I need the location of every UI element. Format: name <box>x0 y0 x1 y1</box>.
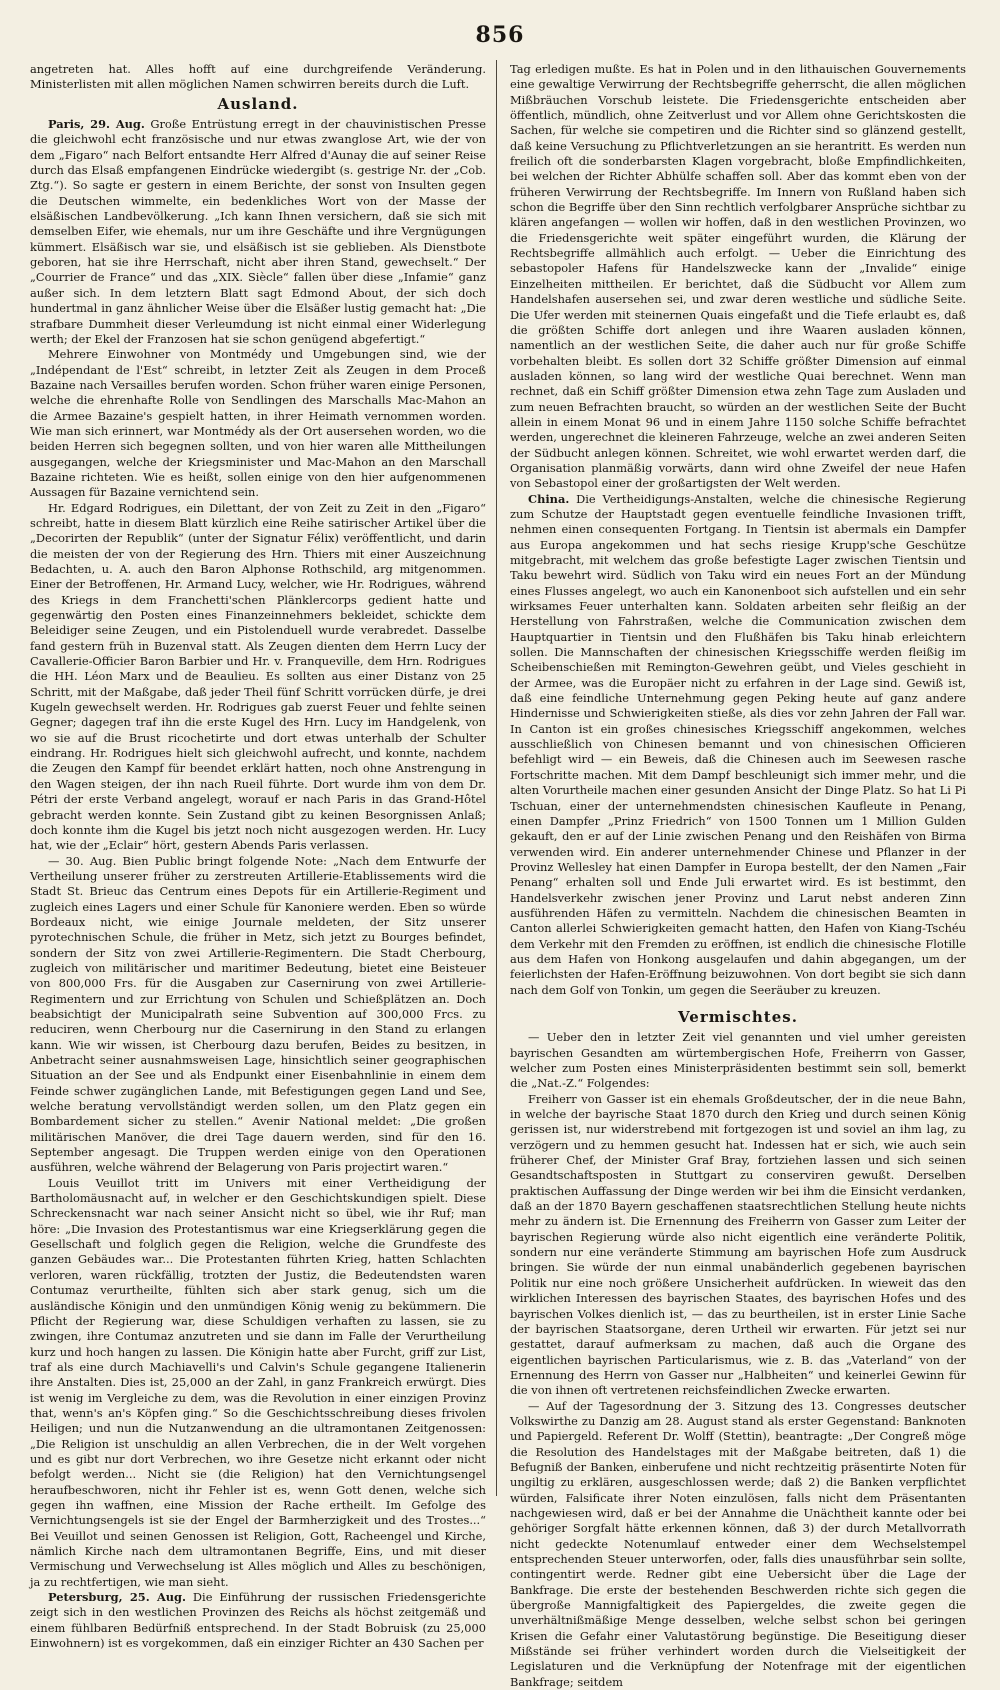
china-dateline: China. <box>528 491 570 506</box>
congress-paragraph: — Auf der Tagesordnung der 3. Sitzung des 13. Congresses deutscher Volkswirthe zu Danzig am 28. August stand als erster Gegenstand: Banknoten und Papiergeld. Referent Dr. Wolff (Stettin), beantragte: „Der Congreß möge die Resolution des Handelstages mit der Maßgabe beitreten, daß 1) die Befugniß der Banken, einberufene und nicht rechtzeitig präsentirte Noten für ungiltig zu erklären, ausgeschlossen werde; daß 2) die Banken verpflichtet würden, Falsificate ihrer Noten einzulösen, falls nicht dem Präsentanten nachgewiesen wird, daß er bei der Annahme die Unächtheit kannte oder bei gehöriger Sorgfalt hätte erkennen können, daß 3) der durch Metallvorrath nicht gedeckte Notenumlauf entweder einer dem Wechselstempel entsprechenden Steuer unterworfen, oder, falls dies unausführbar sein sollte, contingentirt werde. Redner gibt eine Uebersicht über die Lage der Bankfrage. Die erste der bestehenden Beschwerden richte sich gegen die übergroße Mannigfaltigkeit des Papiergeldes, die zweite gegen die unverhältnißmäßige Menge desselben, welche selbst schon bei geringen Krisen die Gefahr einer Valutastörung begünstige. Die Beseitigung dieser Mißstände sei früher verhindert worden durch die Vielseitigkeit der Legislaturen und die Verknüpfung der Notenfrage mit der eigentlichen Bankfrage; seitdem <box>510 1398 966 1689</box>
china-article <box>510 492 966 998</box>
rodrigues-paragraph: Hr. Edgard Rodrigues, ein Dilettant, der von Zeit zu Zeit in den „Figaro“ schreibt, hatte in diesem Blatt kürzlich eine Reihe satirischer Artikel über die „Decorirten der Republik“ (unter der Signatur Félix) veröffentlicht, und darin die meisten der von der Regierung des Hrn. Thiers mit einer Auszeichnung Bedachten, u. A. auch den Baron Alphonse Rothschild, arg mitgenommen. Einer der Betroffenen, Hr. Armand Lucy, welcher, wie Hr. Rodrigues, während des Kriegs in dem Franchetti'schen Plänklercorps gedient hatte und gegenwärtig den Posten eines Finanzeinnehmers bekleidet, schickte dem Beleidiger seine Zeugen, und ein Pistolenduell wurde verabredet. Dasselbe fand gestern früh in Buzenval statt. Als Zeugen dienten dem Herrn Lucy der Cavallerie-Officier Baron Barbier und Hr. v. Franqueville, dem Hrn. Rodrigues die HH. Léon Marx und de Beaulieu. Es sollten aus einer Distanz von 25 Schritt, mit der Maßgabe, daß jeder Theil fünf Schritt vorrücken dürfe, je drei Kugeln gewechselt werden. Hr. Rodrigues gab zuerst Feuer und fehlte seinen Gegner; dagegen traf ihn die erste Kugel des Hrn. Lucy im Handgelenk, von wo sie auf die Brust ricochetirte und dort etwas unterhalb der Schulter eindrang. Hr. Rodrigues hielt sich gleichwohl aufrecht, und konnte, nachdem die Zeugen den Kampf für beendet erklärt hatten, noch ohne Anstrengung in den Wagen steigen, der ihn nach Rueil führte. Dort wurde ihm von dem Dr. Pétri der erste Verband angelegt, worauf er nach Paris in das Grand-Hôtel gebracht werden konnte. Sein Zustand gibt zu keinen Besorgnissen Anlaß; doch konnte ihm die Kugel bis jetzt noch nicht ausgezogen werden. Hr. Lucy hat, wie der „Eclair“ hört, gestern Abends Paris verlassen. <box>30 500 486 853</box>
petersburg-text: Die Einführung der russischen Friedensgerichte zeigt sich in den westlichen Provinzen des Reichs als höchst zeitgemäß und einem fühlbaren Bedürfniß entsprechend. In der Stadt Bobruisk (zu 25,000 Einwohnern) ist es vorgekommen, daß ein einziger Richter an 430 Sachen per <box>30 1590 487 1651</box>
paris-article <box>30 117 486 347</box>
aug30-paragraph: — 30. Aug. Bien Public bringt folgende Note: „Nach dem Entwurfe der Vertheilung unserer früher zu zerstreuten Artillerie-Etablissements wird die Stadt St. Brieuc das Centrum eines Depots für ein Artillerie-Regiment und zugleich eines Lagers und einer Schule für Kanoniere werden. Eben so würde Bordeaux nicht, wie einige Journale meldeten, der Sitz unserer pyrotechnischen Schule, die früher in Metz, sich jetzt zu Bourges befindet, sondern der Sitz von zwei Artillerie-Regimentern. Die Stadt Cherbourg, zugleich von militärischer und maritimer Bedeutung, bietet eine Beisteuer von 800,000 Frs. für die Ausgaben zur Casernirung von zwei Artillerie-Regimentern und zur Errichtung von Schulen und Schießplätzen an. Doch beabsichtigt der Municipalrath seine Subvention auf 300,000 Frcs. zu reduciren, wenn Cherbourg nur die Casernirung in den Stand zu erlangen kann. Wie wir wissen, ist Cherbourg dazu berufen, Beides zu besitzen, in Anbetracht seiner ausnahmsweisen Lage, hinsichtlich seiner geographischen Situation an der See und als Endpunkt einer Eisenbahnlinie in einem dem Feinde schwer zugänglichen Lande, mit Befestigungen gegen Land und See, welche beratung vervollständigt werden sollen, um den Platz gegen ein Bombardement sicher zu stellen.“ Avenir National meldet: „Die großen militärischen Manöver, die drei Tage dauern werden, sind für den 16. September angesagt. Die Truppen werden einige von den Operationen ausführen, welche während der Belagerung von Paris projectirt waren.“ <box>30 853 486 1175</box>
right-column <box>510 62 966 1689</box>
veuillot-paragraph: Louis Veuillot tritt im Univers mit einer Vertheidigung der Bartholomäusnacht auf, in welcher er den Geschichtskundigen spielt. Diese Schreckensnacht war nach seiner Ansicht nicht so übel, wie ihr Ruf; man höre: „Die Invasion des Protestantismus war eine Kriegserklärung gegen die Gesellschaft und folglich gegen die Religion, welche die Grundfeste des ganzen Gebäudes war... Die Protestanten führten Krieg, hatten Schlachten verloren, waren rückfällig, trotzten der Justiz, die Bedeutendsten waren Contumaz verurtheilte, fühlten sich aber stark genug, sich um die ausländische Königin und den unmündigen König wenig zu bekümmern. Die Pflicht der Regierung war, diese Schuldigen verhaften zu lassen, sie zu zwingen, ihre Contumaz anzutreten und sie dann im Falle der Verurtheilung kurz und hoch hangen zu lassen. Die Königin hatte aber Furcht, griff zur List, traf als eine durch Machiavelli's und Calvin's Schule gegangene Italienerin ihre Anstalten. Dies ist, 25,000 an der Zahl, in ganz Frankreich erwürgt. Dies ist wenig im Vergleiche zu dem, was die Revolution in einer einzigen Provinz that, wenn's an's Köpfen ging.“ So die Geschichtsschreibung dieses frivolen Heiligen; und nun die Nutzanwendung an die ultramontanen Zeitgenossen: „Die Religion ist unschuldig an allen Verbrechen, die in der Welt vorgehen und es gibt nur dort Verbrechen, wo ihre Gesetze nicht erkannt oder nicht befolgt werden... Nicht sie (die Religion) hat den Vernichtungsengel heraufbeschworen, nicht ihr Fehler ist es, wenn Gott denen, welche sich gegen ihn waffnen, eine Mission der Rache ertheilt. Im Gefolge des Vernichtungsengels ist sie der Engel der Barmherzigkeit und des Trostes...“ Bei Veuillot und seinen Genossen ist Religion, Gott, Racheengel und Kirche, nämlich Kirche nach dem ultramontanen Begriffe, Eins, und mit dieser Vermischung und Verwechselung ist Alles möglich und Alles zu beschönigen, ja zu rechtfertigen, wie man sieht. <box>30 1175 486 1589</box>
column-divider <box>496 60 497 1496</box>
left-column <box>30 62 487 1651</box>
page-number: 856 <box>475 22 525 48</box>
montmedy-paragraph: Mehrere Einwohner von Montmédy und Umgebungen sind, wie der „Indépendant de l'Est“ schreibt, in letzter Zeit als Zeugen in dem Proceß Bazaine nach Versailles berufen worden. Schon früher waren einige Personen, welche die ehrenhafte Rolle von Sendlingen des Marschalls Mac-Mahon an die Armee Bazaine's gespielt hatten, in ihrer Heimath vernommen worden. Wie man sich erinnert, war Montmédy als der Ort ausersehen worden, wo die beiden Herren sich begegnen sollten, und von hier waren alle Mittheilungen ausgegangen, welche der Kriegsminister und Mac-Mahon an den Marschall Bazaine richteten. Wie es heißt, sollen einige von den hier aufgenommenen Aussagen für Bazaine vernichtend sein. <box>30 347 486 500</box>
section-title-vermischtes: Vermischtes. <box>678 1007 798 1026</box>
gasser-paragraph: Freiherr von Gasser ist ein ehemals Großdeutscher, der in die neue Bahn, in welche der bayrische Staat 1870 durch den Krieg und durch seinen König gerissen ist, nur widerstrebend mit fortgezogen ist und soviel an ihm lag, zu verzögern und zu hemmen gesucht hat. Indessen hat er sich, wie auch sein früherer Chef, der Minister Graf Bray, fortziehen lassen und sich seinen Gesandtschaftsposten in Stuttgart zu conserviren gewußt. Derselben praktischen Auffassung der Dinge werden wir bei ihm die Einsicht verdanken, daß an der 1870 Bayern geschaffenen staatsrechtlichen Stellung heute nichts mehr zu ändern ist. Die Ernennung des Freiherrn von Gasser zum Leiter der bayrischen Regierung würde also nicht eigentlich eine veränderte Politik, sondern nur eine veränderte Stimmung am bayrischen Hofe zum Ausdruck bringen. Sie würde der nun einmal unabänderlich gegebenen bayrischen Politik nur eine noch größere Unsicherheit aufdrücken. In wieweit das den wirklichen Interessen des bayrischen Staates, des bayrischen Hofes und des bayrischen Volkes dienlich ist, — das zu beurtheilen, ist in erster Linie Sache der bayrischen Staatsorgane, deren Urtheil wir erwarten. Für jetzt sei nur gestattet, darauf aufmerksam zu machen, daß auch die Organe des eigentlichen bayrischen Particularismus, wie z. B. das „Vaterland“ von der Ernennung des Herrn von Gasser nur „Halbheiten“ und keinerlei Gewinn für die von ihnen oft vertretenen reichsfeindlichen Zwecke erwarten. <box>510 1091 966 1398</box>
petersburg-article <box>30 1590 486 1651</box>
china-text: Die Vertheidigungs-Anstalten, welche die chinesische Regierung zum Schutze der Hauptstadt gegen eventuelle feindliche Invasionen trifft, nehmen einen consequenten Fortgang. In Tientsin ist abermals ein Dampfer aus Europa angekommen und hat sechs riesige Krupp'sche Geschütze mitgebracht, mit welchem das große befestigte Lager zwischen Tientsin und Taku bewehrt wird. Südlich von Taku wird ein neues Fort an der Mündung eines Flusses angelegt, wo auch ein Kanonenboot sich aufstellen und ein sehr wirksames Feuer unterhalten kann. Soldaten arbeiten sehr fleißig an der Herstellung von Fahrstraßen, welche die Communication zwischen dem Hauptquartier in Tientsin und den Flußhäfen bis Taku hinab erleichtern sollen. Die Mannschaften der chinesischen Kriegsschiffe werden fleißig im Scheibenschießen mit Remington-Gewehren geübt, und Vieles geschieht in der Armee, was die Europäer nicht zu erfahren in der Lage sind. Gewiß ist, daß eine feindliche Unternehmung gegen Peking heute auf ganz andere Hindernisse und Schwierigkeiten stieße, als dies vor zehn Jahren der Fall war. In Canton ist ein großes chinesisches Kriegsschiff angekommen, welches ausschließlich von Chinesen bemannt und von chinesischen Officieren befehligt wird — ein Beweis, daß die Chinesen auch im Seewesen rasche Fortschritte machen. Mit dem Dampf beschleunigt sich immer mehr, und die alten Vorurtheile machen einer gesunden Ansicht der Dinge Platz. So hat Li Pi Tschuan, einer der unternehmendsten chinesischen Kaufleute in Penang, einen Dampfer „Prinz Friedrich“ von 1500 Tonnen um 1 Million Gulden gekauft, den er auf der Linie zwischen Penang und den Reishäfen von Birma verwenden wird. Ein anderer unternehmender Chinese und Pflanzer in der Provinz Wellesley hat einen Dampfer in Europa bestellt, der den Namen „Fair Penang“ erhalten soll und Ende Juli erwartet wird. Es ist bestimmt, den Handelsverkehr zwischen jener Provinz und Larut nebst anderen Zinn ausführenden Häfen zu vermitteln. Nachdem die chinesischen Beamten in Canton allerlei Schwierigkeiten gemacht hatten, den Hafen von Kiang-Tschéu dem Verkehr mit den Fremden zu eröffnen, ist endlich die chinesische Flotille aus dem Hafen von Honkong ausgelaufen und dahin abgegangen, um der feierlichsten der Hafen-Eröffnung beizuwohnen. Von dort begibt sie sich dann nach dem Golf von Tonkin, um gegen die Seeräuber zu kreuzen. <box>510 491 966 997</box>
intro-paragraph: angetreten hat. Alles hofft auf eine durchgreifende Veränderung. Ministerlisten mit allen möglichen Namen schwirren bereits durch die Luft. <box>30 62 486 92</box>
section-title-ausland: Ausland. <box>217 94 299 113</box>
petersburg-continuation: Tag erledigen mußte. Es hat in Polen und in den lithauischen Gouvernements eine gewaltige Verwirrung der Rechtsbegriffe geherrscht, die allen möglichen Mißbräuchen Vorschub leistete. Die Friedensgerichte entscheiden aber öffentlich, mündlich, ohne Zeitverlust und vor Allem ohne Gerichtskosten die Sachen, für welche sie competiren und die Richter sind so glänzend gestellt, daß keine Versuchung zu Pflichtverletzungen an sie herantritt. Es werden nun freilich oft die sonderbarsten Klagen vorgebracht, bloße Empfindlichkeiten, bei welchen der Richter Abhülfe schaffen soll. Aber das kommt eben von der früheren Verwirrung der Rechtsbegriffe. Im Innern von Rußland haben sich schon die Begriffe über den Sinn rechtlich verfolgbarer Ansprüche sichtbar zu klären angefangen — wollen wir hoffen, daß in den westlichen Provinzen, wo die Friedensgerichte weit später eingeführt wurden, die Klärung der Rechtsbegriffe allmählich auch erfolgt. — Ueber die Einrichtung des sebastopoler Hafens für Handelszwecke kann der „Invalide“ einige Einzelheiten mittheilen. Er berichtet, daß die Südbucht vor Allem zum Handelshafen ausersehen sei, und zwar deren westliche und südliche Seite. Die Ufer werden mit steinernen Quais eingefaßt und die Tiefe erlaubt es, daß die größten Schiffe dort anlegen und ihre Waaren ausladen können, namentlich an der westlichen Seite, die daher auch nur für große Schiffe vorbehalten bleibt. Es sollen dort 32 Schiffe größter Dimension auf einmal ausladen können, so lang wird der westliche Quai berechnet. Wenn man rechnet, daß ein Schiff größter Dimension etwa zehn Tage zum Ausladen und zum neuen Befrachten braucht, so würden an der westlichen Seite der Bucht allein in einem Monat 96 und in einem Jahre 1150 solche Schiffe befrachtet werden, ungerechnet die kleineren Fahrzeuge, welche an zwei anderen Seiten der Südbucht anlegen können. Schreitet, wie wohl erwartet werden darf, die Organisation planmäßig vorwärts, dann wird ohne Zweifel der neue Hafen von Sebastopol einer der großartigsten der Welt werden. <box>510 62 966 491</box>
gasser-intro: — Ueber den in letzter Zeit viel genannten und viel umher gereisten bayrischen Gesandten am würtembergischen Hofe, Freiherrn von Gasser, welcher zum Posten eines Ministerpräsidenten bestimmt sein soll, bemerkt die „Nat.-Z.“ Folgendes: <box>510 1030 966 1091</box>
petersburg-dateline: Petersburg, 25. Aug. <box>48 1590 186 1605</box>
paris-dateline: Paris, 29. Aug. <box>48 117 145 132</box>
paris-text: Große Entrüstung erregt in der chauvinistischen Presse die gleichwohl echt französische und nur etwas zwanglose Art, wie der von dem „Figaro“ nach Belfort entsandte Herr Alfred d'Aunay die auf seiner Reise durch das Elsaß empfangenen Eindrücke wiedergibt (s. gestrige Nr. der „Cob. Ztg.“). So sagte er gestern in einem Berichte, der sonst von Insulten gegen die Deutschen wimmelte, ein bedenkliches Wort von der Masse der elsäßischen Landbevölkerung. „Ich kann Ihnen versichern, daß sie sich mit demselben Eifer, wie ehemals, nur um ihre Geschäfte und ihre Vergnügungen kümmert. Elsäßisch war sie, und elsäßisch ist sie geblieben. Als Dienstbote geboren, hat sie ihre Herrschaft, nicht aber ihren Stand, gewechselt.“ Der „Courrier de France“ und das „XIX. Siècle“ fallen über diese „Infamie“ ganz außer sich. In dem letztern Blatt sagt Edmond About, der sich doch hundertmal in ganz ähnlicher Weise über die Elsäßer lustig gemacht hat: „Die strafbare Dummheit dieser Verleumdung ist nicht einmal einer Widerlegung werth; der Ekel der Franzosen hat sie schon genügend abgefertigt.“ <box>30 117 486 346</box>
spacer <box>510 998 966 1006</box>
